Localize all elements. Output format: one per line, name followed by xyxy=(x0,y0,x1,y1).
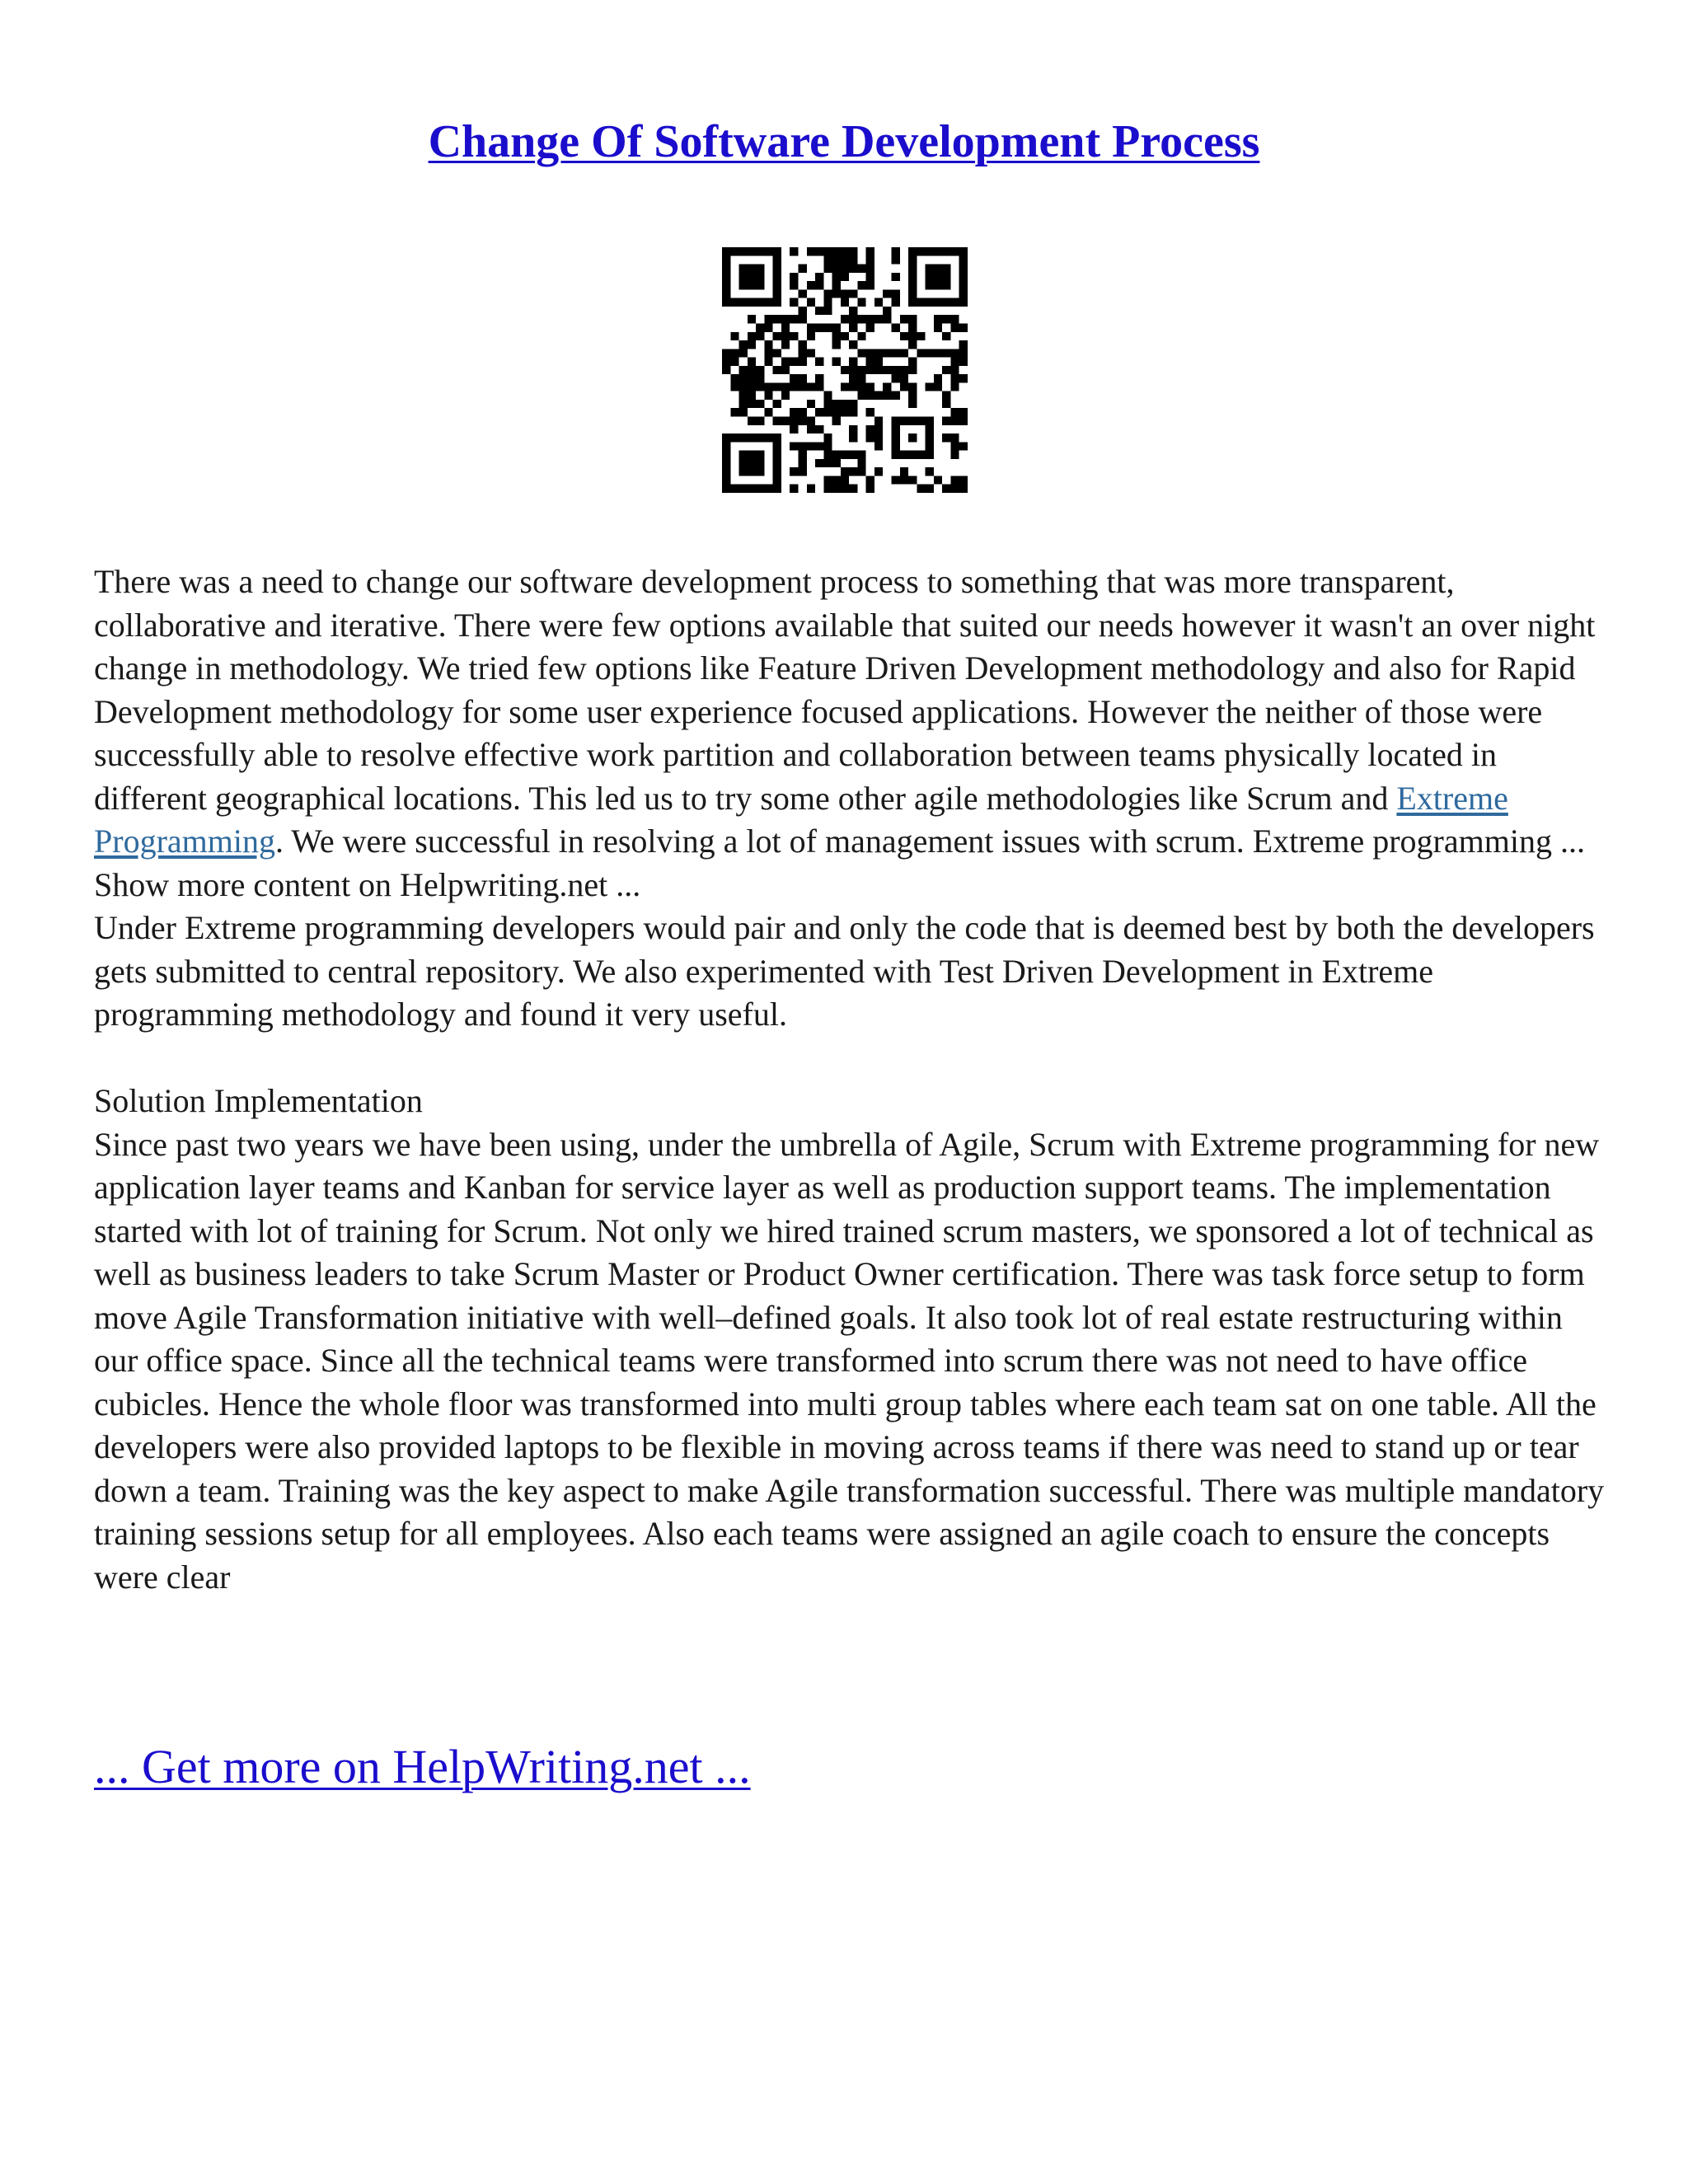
footer xyxy=(94,1739,751,1794)
paragraph-intro-text-end: . We were successful in resolving a lot of management issues with scrum. Extreme programming ... Show more content on Helpwriting.net ... xyxy=(94,823,1585,903)
paragraph-intro xyxy=(94,560,1611,907)
spacer xyxy=(94,1037,1611,1080)
article-body xyxy=(94,560,1611,1599)
qr-code-icon xyxy=(722,247,968,493)
page-title xyxy=(0,115,1688,168)
title-link[interactable]: Change Of Software Development Process xyxy=(428,116,1260,167)
extreme-programming-link[interactable]: Extreme Programming xyxy=(94,779,1508,860)
paragraph-pair-programming: Under Extreme programming developers would pair and only the code that is deemed best by both the developers gets submitted to central repository. We also experimented with Test Driven Development in Extreme programming methodology and found it very useful. xyxy=(94,909,1595,1033)
section-heading: Solution Implementation xyxy=(94,1082,423,1119)
paragraph-intro-text: There was a need to change our software development process to something that was more transparent, collaborative and iterative. There were few options available that suited our needs however it wasn't an over night change in methodology. We tried few options like Feature Driven Development methodology and also for Rapid Development methodology for some user experience focused applications. However the neither of those were successfully able to resolve effective work partition and collaboration between teams physically located in different geographical locations. This led us to try some other agile methodologies like Scrum and xyxy=(94,563,1596,817)
paragraph-implementation: Since past two years we have been using, under the umbrella of Agile, Scrum with Extreme programming for new application layer teams and Kanban for service layer as well as production support teams. The implementation started with lot of training for Scrum. Not only we hired trained scrum masters, we sponsored a lot of technical as well as business leaders to take Scrum Master or Product Owner certification. There was task force setup to form move Agile Transformation initiative with well–defined goals. It also took lot of real estate restructuring within our office space. Since all the technical teams were transformed into scrum there was not need to have office cubicles. Hence the whole floor was transformed into multi group tables where each team sat on one table. All the developers were also provided laptops to be flexible in moving across teams if there was need to stand up or tear down a team. Training was the key aspect to make Agile transformation successful. There was multiple mandatory training sessions setup for all employees. Also each teams were assigned an agile coach to ensure the concepts were clear xyxy=(94,1125,1605,1596)
get-more-link[interactable]: ... Get more on HelpWriting.net ... xyxy=(94,1740,751,1793)
